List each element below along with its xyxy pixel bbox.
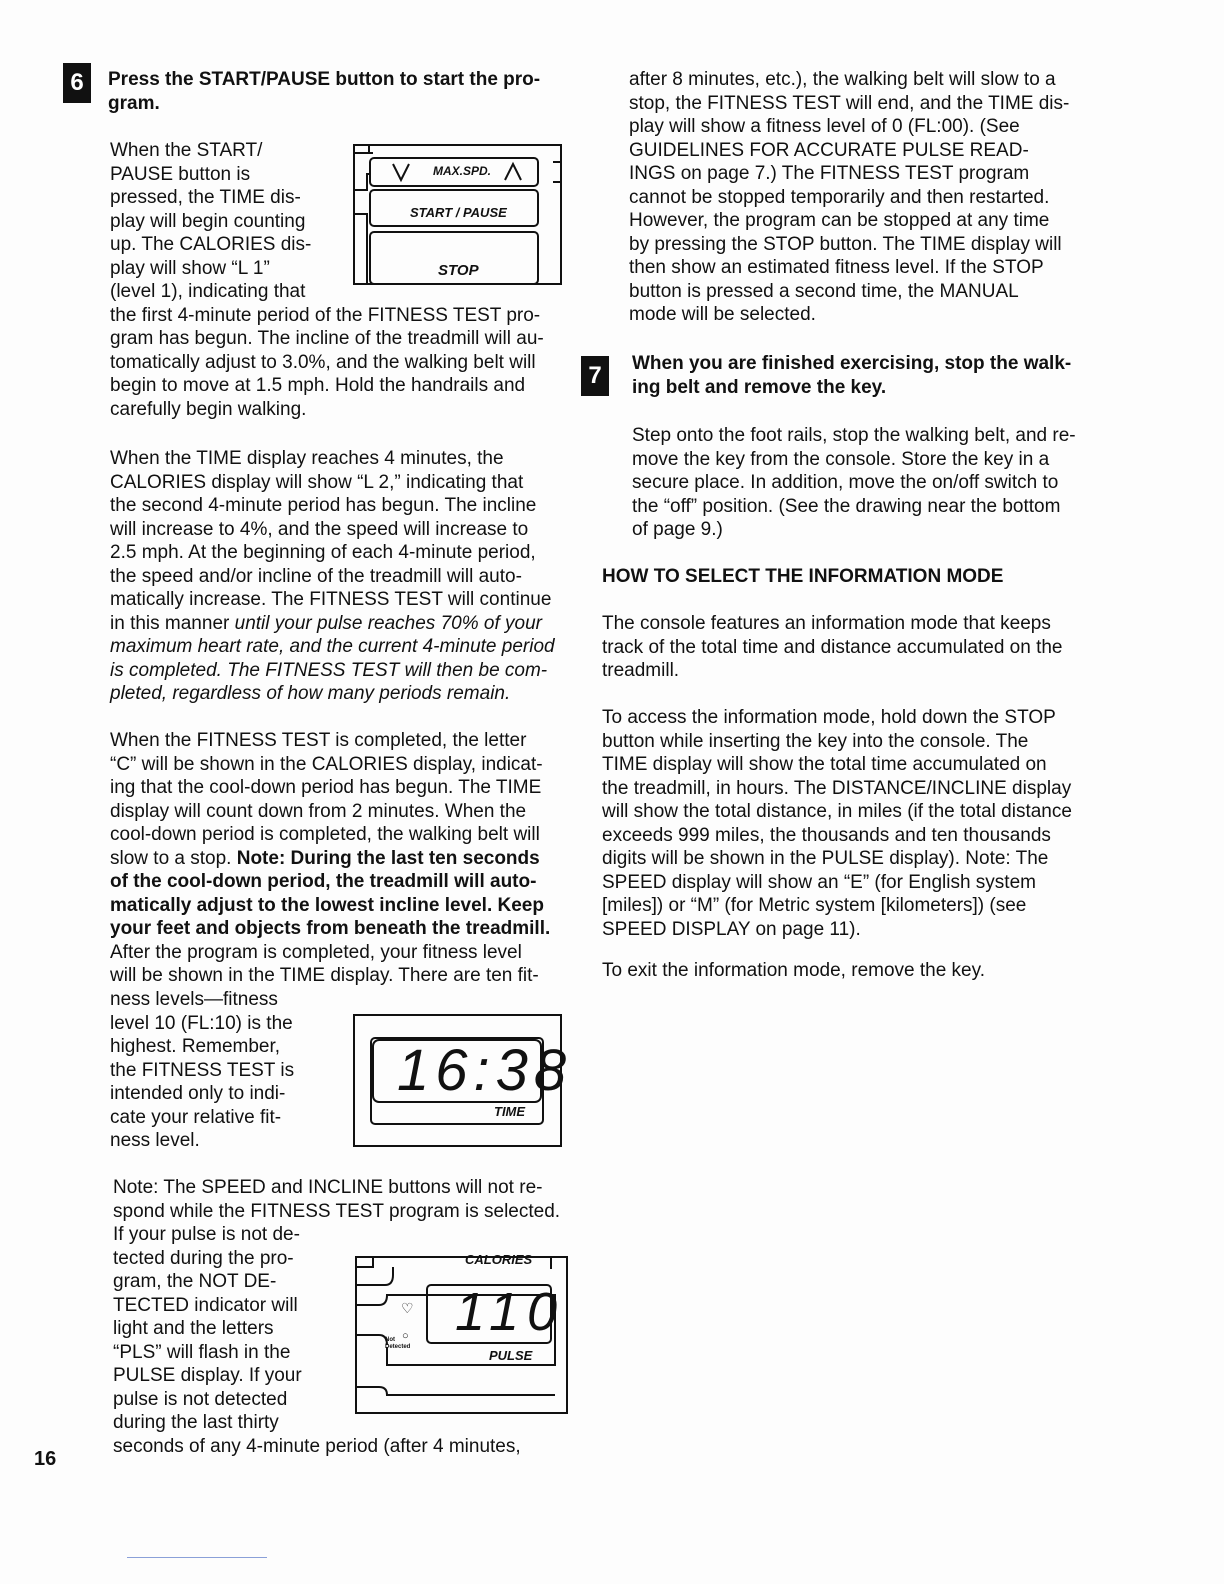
text-line: play will show “L 1” <box>110 257 270 279</box>
text-line: When the FITNESS TEST is completed, the letter <box>110 730 527 751</box>
text-line: the speed and/or incline of the treadmill will auto- <box>110 565 522 587</box>
text-line: gram has begun. The incline of the treadmill will au- <box>110 328 544 350</box>
text-segment: slow to a stop. <box>110 847 237 869</box>
text-line: then show an estimated fitness level. If the STOP <box>629 257 1044 279</box>
page-number: 16 <box>34 1448 57 1470</box>
text-line <box>110 870 550 894</box>
pulse-readout: 110 <box>455 1282 566 1342</box>
start-pause-label: START / PAUSE <box>410 205 507 220</box>
text-line: carefully begin walking. <box>110 399 307 421</box>
text-line: Press the START/PAUSE button to start the pro- <box>108 69 541 90</box>
text-line: the “off” position. (See the drawing near the bottom <box>632 495 1061 517</box>
text-segment: Note: During the last ten seconds <box>236 847 540 869</box>
paragraph <box>110 447 555 706</box>
text-line: matically increase. The FITNESS TEST will continue <box>110 589 552 611</box>
pulse-display-illustration <box>355 1255 569 1415</box>
text-line: ness level. <box>110 1130 200 1152</box>
paragraph <box>602 959 985 983</box>
text-line: GUIDELINES FOR ACCURATE PULSE READ- <box>629 139 1029 161</box>
time-readout: 16:38 <box>397 1038 573 1103</box>
text-line: of page 9.) <box>632 519 723 541</box>
text-line: However, the program can be stopped at any time <box>629 210 1050 232</box>
text-line: “C” will be shown in the CALORIES display, indicat- <box>110 753 543 775</box>
text-line: tected during the pro- <box>113 1247 294 1269</box>
text-line: TECTED indicator will <box>113 1294 298 1316</box>
text-line: the treadmill, in hours. The DISTANCE/INCLINE display <box>602 777 1072 799</box>
text-line: the second 4-minute period has begun. The incline <box>110 495 537 517</box>
text-line: by pressing the STOP button. The TIME display will <box>629 233 1062 255</box>
text-line <box>110 659 555 683</box>
text-line: will increase to 4%, and the speed will increase to <box>110 518 529 540</box>
text-line: stop, the FITNESS TEST will end, and the TIME dis- <box>629 92 1070 114</box>
text-line <box>110 682 555 706</box>
text-line: display will count down from 2 minutes. When the <box>110 800 527 822</box>
paragraph <box>629 68 1069 327</box>
text-line: spond while the FITNESS TEST program is selected. <box>113 1200 561 1222</box>
text-line: play will begin counting <box>110 210 306 232</box>
text-line: treadmill. <box>602 660 680 682</box>
text-line <box>110 917 550 941</box>
text-line: mode will be selected. <box>629 304 816 326</box>
text-line: gram. <box>108 92 160 114</box>
text-line: the first 4-minute period of the FITNESS TEST pro- <box>110 304 541 326</box>
text-line: track of the total time and distance accumulated on the <box>602 636 1063 658</box>
text-line: “PLS” will flash in the <box>113 1341 291 1363</box>
text-line: To access the information mode, hold down the STOP <box>602 707 1056 728</box>
text-line <box>110 894 550 918</box>
text-line: The console features an information mode that keeps <box>602 613 1051 634</box>
text-line: seconds of any 4-minute period (after 4 minutes, <box>113 1436 521 1458</box>
text-line: play will show a fitness level of 0 (FL:00). (See <box>629 116 1020 138</box>
text-line: cate your relative fit- <box>110 1106 282 1128</box>
text-line: gram, the NOT DE- <box>113 1271 277 1293</box>
text-line: will be shown in the TIME display. There are ten fit- <box>110 965 539 987</box>
time-display-illustration <box>353 1014 573 1148</box>
text-segment: maximum heart rate, and the current 4-minute period <box>110 636 555 658</box>
heart-icon: ♡ <box>401 1300 414 1316</box>
text-line: up. The CALORIES dis- <box>110 234 312 256</box>
text-line: level 10 (FL:10) is the <box>110 1012 293 1034</box>
text-line: cannot be stopped temporarily and then restarted. <box>629 186 1050 208</box>
text-segment: is completed. The FITNESS TEST will then be com- <box>110 659 548 681</box>
text-line: digits will be shown in the PULSE display). Note: The <box>602 848 1049 870</box>
text-line: ing that the cool-down period has begun. The TIME <box>110 777 542 799</box>
text-line: move the key from the console. Store the key in a <box>632 448 1050 470</box>
text-line: the FITNESS TEST is <box>110 1059 295 1081</box>
text-line: [miles]) or “M” (for Metric system [kilometers]) (see <box>602 895 1027 917</box>
stop-label: STOP <box>438 262 479 279</box>
text-line: pulse is not detected <box>113 1388 288 1410</box>
text-line: tomatically adjust to 3.0%, and the walking belt will <box>110 351 536 373</box>
paragraph <box>602 706 1072 941</box>
not-detected-label: Not Detected <box>385 1337 411 1350</box>
paragraph <box>632 424 1076 542</box>
step-6-heading <box>108 68 540 115</box>
text-segment: pleted, regardless of how many periods remain. <box>110 683 511 705</box>
text-line: If your pulse is not de- <box>113 1224 300 1246</box>
text-line: Note: The SPEED and INCLINE buttons will not re- <box>113 1177 543 1198</box>
text-line: INGS on page 7.) The FITNESS TEST program <box>629 163 1030 185</box>
text-line: highest. Remember, <box>110 1036 281 1058</box>
text-line: PAUSE button is <box>110 163 251 185</box>
text-segment: matically adjust to the lowest incline level. Keep <box>110 894 544 916</box>
text-segment: until your pulse reaches 70% of your <box>234 612 542 634</box>
text-segment: of the cool-down period, the treadmill will auto- <box>110 871 537 893</box>
text-line: ness levels—fitness <box>110 989 278 1011</box>
text-line: Step onto the foot rails, stop the walking belt, and re- <box>632 425 1076 446</box>
text-line: button is pressed a second time, the MANUAL <box>629 280 1019 302</box>
text-line: SPEED DISPLAY on page 11). <box>602 918 861 940</box>
text-line: intended only to indi- <box>110 1083 286 1105</box>
text-line: secure place. In addition, move the on/off switch to <box>632 472 1059 494</box>
text-line: When you are finished exercising, stop the walk- <box>632 353 1072 374</box>
text-line: exceeds 999 miles, the thousands and ten thousands <box>602 824 1051 846</box>
text-line: ing belt and remove the key. <box>632 376 887 398</box>
text-line: TIME display will show the total time accumulated on <box>602 754 1047 776</box>
text-line: 2.5 mph. At the beginning of each 4-minute period, <box>110 542 536 564</box>
divider <box>127 1557 267 1558</box>
text-line: When the TIME display reaches 4 minutes, the <box>110 448 504 469</box>
text-line: CALORIES display will show “L 2,” indicating that <box>110 471 524 493</box>
text-line: button while inserting the key into the console. The <box>602 730 1029 752</box>
text-line: When the START/ <box>110 140 263 161</box>
text-line: pressed, the TIME dis- <box>110 187 301 209</box>
paragraph <box>602 612 1063 683</box>
max-speed-label: MAX.SPD. <box>433 164 492 178</box>
text-line: (level 1), indicating that <box>110 281 306 303</box>
not-detected-indicator-icon: ○ <box>402 1330 409 1342</box>
text-segment: in this manner <box>110 612 235 634</box>
text-line: To exit the information mode, remove the key. <box>602 960 985 981</box>
text-segment: your feet and objects from beneath the treadmill. <box>110 918 551 940</box>
text-line <box>110 612 555 636</box>
calories-label: CALORIES <box>465 1255 533 1265</box>
text-line <box>110 847 550 871</box>
step-7-badge: 7 <box>581 356 609 396</box>
console-buttons-illustration <box>353 144 563 286</box>
text-line: begin to move at 1.5 mph. Hold the handrails and <box>110 375 526 397</box>
pulse-label: PULSE <box>489 1348 533 1363</box>
text-line: light and the letters <box>113 1318 274 1340</box>
text-line: After the program is completed, your fitness level <box>110 941 522 963</box>
text-line: SPEED display will show an “E” (for English system <box>602 871 1036 893</box>
section-heading: HOW TO SELECT THE INFORMATION MODE <box>602 566 1004 587</box>
text-line: during the last thirty <box>113 1412 279 1434</box>
text-line: cool-down period is completed, the walking belt will <box>110 824 540 846</box>
step-6-badge: 6 <box>63 63 91 103</box>
text-line: after 8 minutes, etc.), the walking belt will slow to a <box>629 69 1056 90</box>
text-line: will show the total distance, in miles (if the total distance <box>602 801 1072 823</box>
text-line <box>110 635 555 659</box>
time-label: TIME <box>494 1104 526 1119</box>
text-line: PULSE display. If your <box>113 1365 302 1387</box>
step-7-heading <box>632 352 1071 399</box>
